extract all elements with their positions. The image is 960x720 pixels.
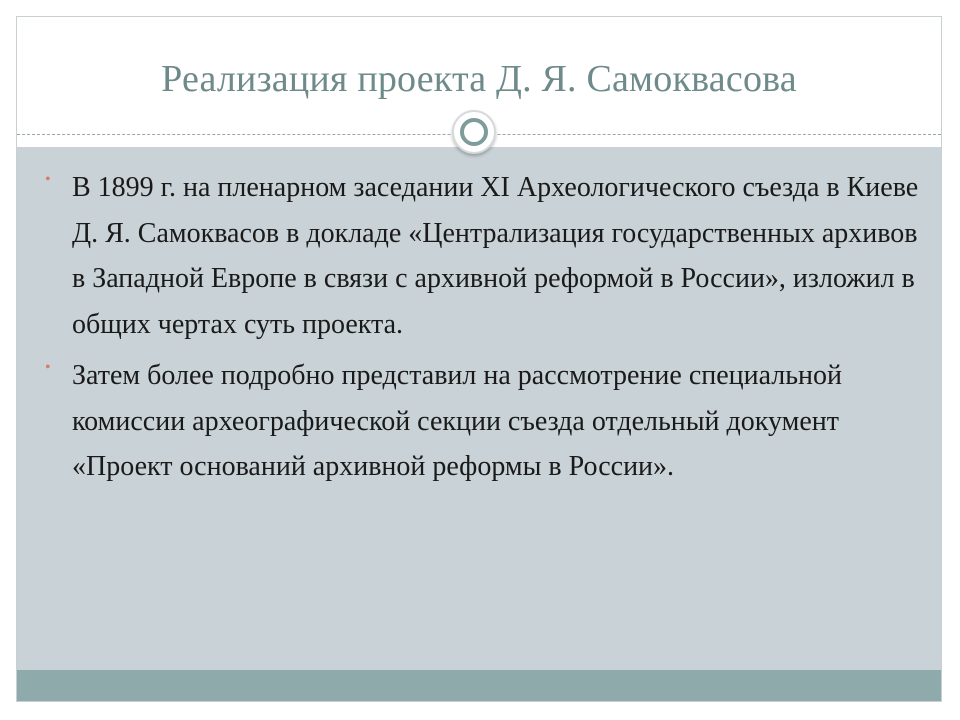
slide	[16, 16, 942, 702]
slide-title: Реализация проекта Д. Я. Самоквасова	[161, 58, 797, 100]
circle-ornament-icon	[452, 110, 496, 154]
footer-band	[17, 670, 941, 702]
bullet-text: Затем более подробно представил на рассмотрение специальной комиссии археографической секции съезда отдельный документ «Проект оснований архивной реформы в России».	[72, 360, 843, 482]
bullet-dot-icon: •	[45, 171, 51, 188]
bullet-item	[42, 165, 922, 347]
bullet-dot-icon: •	[45, 359, 51, 376]
bullet-list	[42, 165, 922, 496]
bullet-text: В 1899 г. на пленарном заседании XI Археологического съезда в Киеве Д. Я. Самоквасов в докладе «Централизация государственных архивов в Западной Европе в связи с архивной реформой в России», изложил в общих чертах суть проекта.	[72, 172, 919, 340]
circle-ring	[460, 118, 488, 146]
bullet-item	[42, 353, 922, 490]
